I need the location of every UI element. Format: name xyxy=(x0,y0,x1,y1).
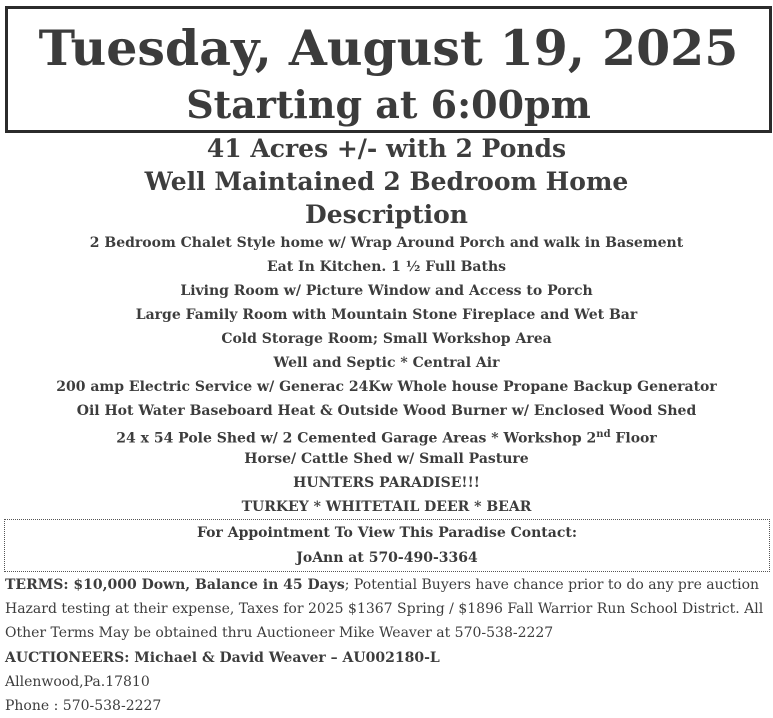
feature-line: Large Family Room with Mountain Stone Fireplace and Wet Bar xyxy=(135,307,638,323)
terms-paragraph xyxy=(5,573,771,645)
feature-line-pole-shed xyxy=(0,424,773,450)
auction-date-box xyxy=(5,6,772,133)
auction-start-time: Starting at 6:00pm xyxy=(186,82,591,127)
description-heading: Description xyxy=(305,200,468,229)
feature-line: Eat In Kitchen. 1 ½ Full Baths xyxy=(266,259,507,275)
ordinal-suffix: nd xyxy=(596,429,611,440)
feature-line: Cold Storage Room; Small Workshop Area xyxy=(221,331,552,347)
headline-home: Well Maintained 2 Bedroom Home xyxy=(144,167,629,196)
contact-heading: For Appointment To View This Paradise Contact: xyxy=(196,525,577,541)
feature-line: HUNTERS PARADISE!!! xyxy=(293,475,480,491)
contact-person-phone: JoAnn at 570-490-3364 xyxy=(296,550,478,566)
contact-box xyxy=(4,519,770,572)
headline-acres: 41 Acres +/- with 2 Ponds xyxy=(206,134,567,163)
phone: Phone : 570-538-2227 xyxy=(5,698,162,714)
terms-label: TERMS: $10,000 Down, Balance in 45 Days xyxy=(5,577,345,593)
feature-line: Living Room w/ Picture Window and Access to Porch xyxy=(180,283,593,299)
feature-line: TURKEY * WHITETAIL DEER * BEAR xyxy=(241,499,532,515)
pole-shed-text: 24 x 54 Pole Shed w/ 2 Cemented Garage Areas * Workshop 2 xyxy=(116,430,597,447)
feature-line: Oil Hot Water Baseboard Heat & Outside Wood Burner w/ Enclosed Wood Shed xyxy=(76,403,697,419)
feature-line: Well and Septic * Central Air xyxy=(273,355,500,371)
address: Allenwood,Pa.17810 xyxy=(5,674,150,690)
feature-line: 200 amp Electric Service w/ Generac 24Kw Whole house Propane Backup Generator xyxy=(56,379,717,395)
feature-line: Horse/ Cattle Shed w/ Small Pasture xyxy=(244,451,529,467)
auction-date: Tuesday, August 19, 2025 xyxy=(38,19,739,77)
pole-shed-floor: Floor xyxy=(610,430,657,447)
auctioneers: AUCTIONEERS: Michael & David Weaver – AU002180-L xyxy=(5,650,440,666)
terms-text: ; Potential Buyers have chance prior to do any pre auction Hazard testing at their expense, Taxes for 2025 $1367 Spring / $1896 Fall Warrior Run School District. All Other Terms May be obtained thru Auctioneer Mike Weaver at 570-538-2227 xyxy=(5,577,764,641)
feature-line: 2 Bedroom Chalet Style home w/ Wrap Around Porch and walk in Basement xyxy=(89,235,684,251)
